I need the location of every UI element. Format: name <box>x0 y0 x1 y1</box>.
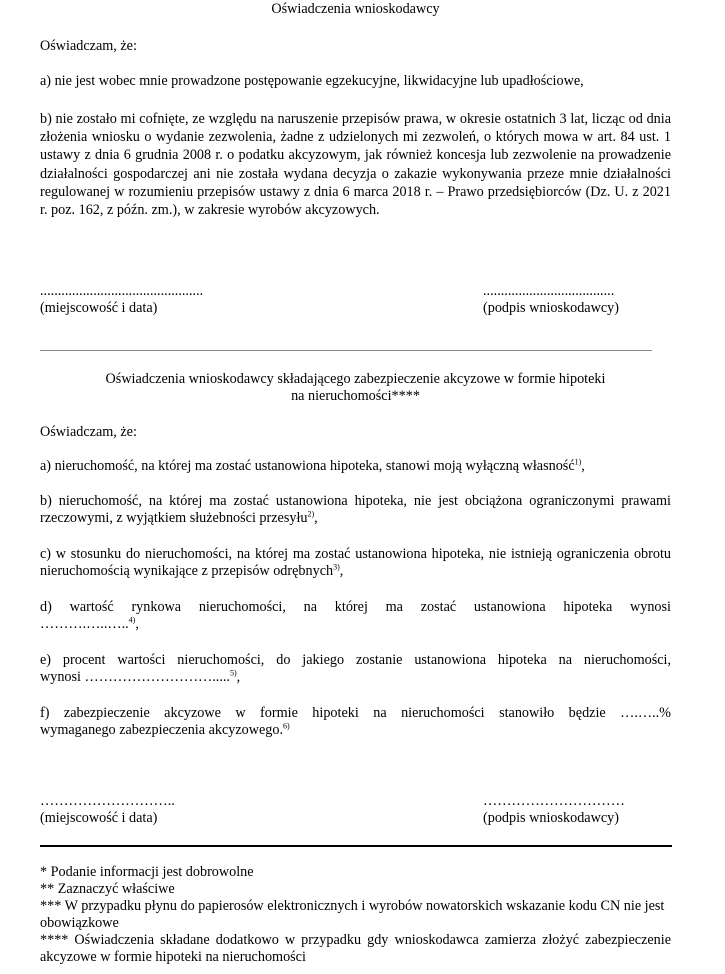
footnote-4: **** Oświadczenia składane dodatkowo w przypadku gdy wnioskodawca zamierza złożyć zabezpieczenie akcyzowe w formie hipoteki na nieruchomości <box>40 932 671 965</box>
item-c-after: , <box>339 563 344 579</box>
section1-signature-place-date <box>40 283 203 317</box>
item-e-line2 <box>40 669 671 686</box>
item-e-line1: e) procent wartości nieruchomości, do jakiego zostanie ustanowiona hipoteka na nieruchomości, <box>40 652 671 668</box>
place-date-label: (miejscowość i data) <box>40 300 158 316</box>
signature-label: (podpis wnioskodawcy) <box>483 810 619 826</box>
section1-intro: Oświadczam, że: <box>40 38 137 54</box>
item-d-line2 <box>40 616 671 633</box>
footnote-ref-4: 4) <box>128 615 136 625</box>
section2-title <box>40 371 671 405</box>
section2-item-e <box>40 652 671 686</box>
signature-dots: ………………………… <box>483 793 625 809</box>
section2-signature-applicant <box>483 793 625 827</box>
section2-item-a <box>40 458 671 475</box>
section2-item-c <box>40 546 671 580</box>
item-b-after: , <box>314 510 318 526</box>
section2-item-d <box>40 599 671 633</box>
section1-title: Oświadczenia wnioskodawcy <box>271 1 440 17</box>
signature-dots: ..................................... <box>483 283 615 299</box>
item-a-text: a) nieruchomość, na której ma zostać ustanowiona hipoteka, stanowi moją wyłączną własność <box>40 458 575 474</box>
footnote-ref-6: 6) <box>283 721 290 731</box>
footnotes-divider <box>40 845 672 847</box>
item-f-line2 <box>40 722 671 739</box>
section2-item-f <box>40 705 671 739</box>
section2-title-line1: Oświadczenia wnioskodawcy składającego zabezpieczenie akcyzowe w formie hipoteki <box>105 371 606 387</box>
item-e-value-dots: wynosi ………………………..... <box>40 669 230 685</box>
item-e-after: , <box>236 669 241 685</box>
footnote-ref-1: 1) <box>574 457 582 467</box>
item-f-text: wymaganego zabezpieczenia akcyzowego. <box>40 722 284 738</box>
section1-item-a: a) nie jest wobec mnie prowadzone postępowanie egzekucyjne, likwidacyjne lub upadłościowe, <box>40 73 584 89</box>
footnote-2: ** Zaznaczyć właściwe <box>40 881 175 897</box>
place-date-dots: .............................................. <box>40 283 204 299</box>
footnotes <box>40 864 671 966</box>
section2-title-line2: na nieruchomości**** <box>291 388 420 404</box>
section2-item-b <box>40 493 671 527</box>
item-d-line1: d) wartość rynkowa nieruchomości, na której ma zostać ustanowiona hipoteka wynosi <box>40 599 671 615</box>
section1-signature-applicant <box>483 283 619 317</box>
footnote-3: *** W przypadku płynu do papierosów elektronicznych i wyrobów nowatorskich wskazanie kodu CN nie jest obowiązkowe <box>40 898 665 931</box>
place-date-label: (miejscowość i data) <box>40 810 158 826</box>
item-f-line1: f) zabezpieczenie akcyzowe w formie hipoteki na nieruchomości stanowiło będzie ….…..% <box>40 705 671 721</box>
item-d-value-dots: ……….…..….. <box>40 616 129 632</box>
section2-signature-place-date <box>40 793 175 827</box>
footnote-ref-2: 2) <box>307 509 315 519</box>
section-divider <box>40 350 652 351</box>
item-c-text: c) w stosunku do nieruchomości, na której ma zostać ustanowiona hipoteka, nie istnieją ograniczenia obrotu nieruchomością wynikające z przepisów odrębnych <box>40 546 671 579</box>
place-date-dots: ……………………….. <box>40 793 175 809</box>
section2-intro: Oświadczam, że: <box>40 424 137 440</box>
footnote-ref-3: 3) <box>333 562 340 572</box>
item-a-after: , <box>581 458 585 474</box>
section1-item-b: b) nie zostało mi cofnięte, ze względu na naruszenie przepisów prawa, w okresie ostatnich 3 lat, licząc od dnia złożenia wniosku o wydanie zezwolenia, żadne z udzielonych mi zezwoleń, o których mowa w art. 84 ust. 1 ustawy z dnia 6 grudnia 2008 r. o podatku akcyzowym, jak również koncesja lub zezwolenie na prowadzenie działalności gospodarczej ani nie została wydana decyzja o zakazie wykonywania przeze mnie działalności regulowanej w rozumieniu przepisów ustawy z dnia 6 marca 2018 r. – Prawo przedsiębiorców (Dz. U. z 2021 r. poz. 162, z późn. zm.), w zakresie wyrobów akcyzowych. <box>40 111 671 219</box>
item-d-after: , <box>135 616 139 632</box>
item-b-text: b) nieruchomość, na której ma zostać ustanowiona hipoteka, nie jest obciążona ograniczonymi prawami rzeczowymi, z wyjątkiem służebności przesyłu <box>40 493 671 526</box>
footnote-ref-5: 5) <box>229 668 237 678</box>
signature-label: (podpis wnioskodawcy) <box>483 300 619 316</box>
footnote-1: * Podanie informacji jest dobrowolne <box>40 864 254 880</box>
